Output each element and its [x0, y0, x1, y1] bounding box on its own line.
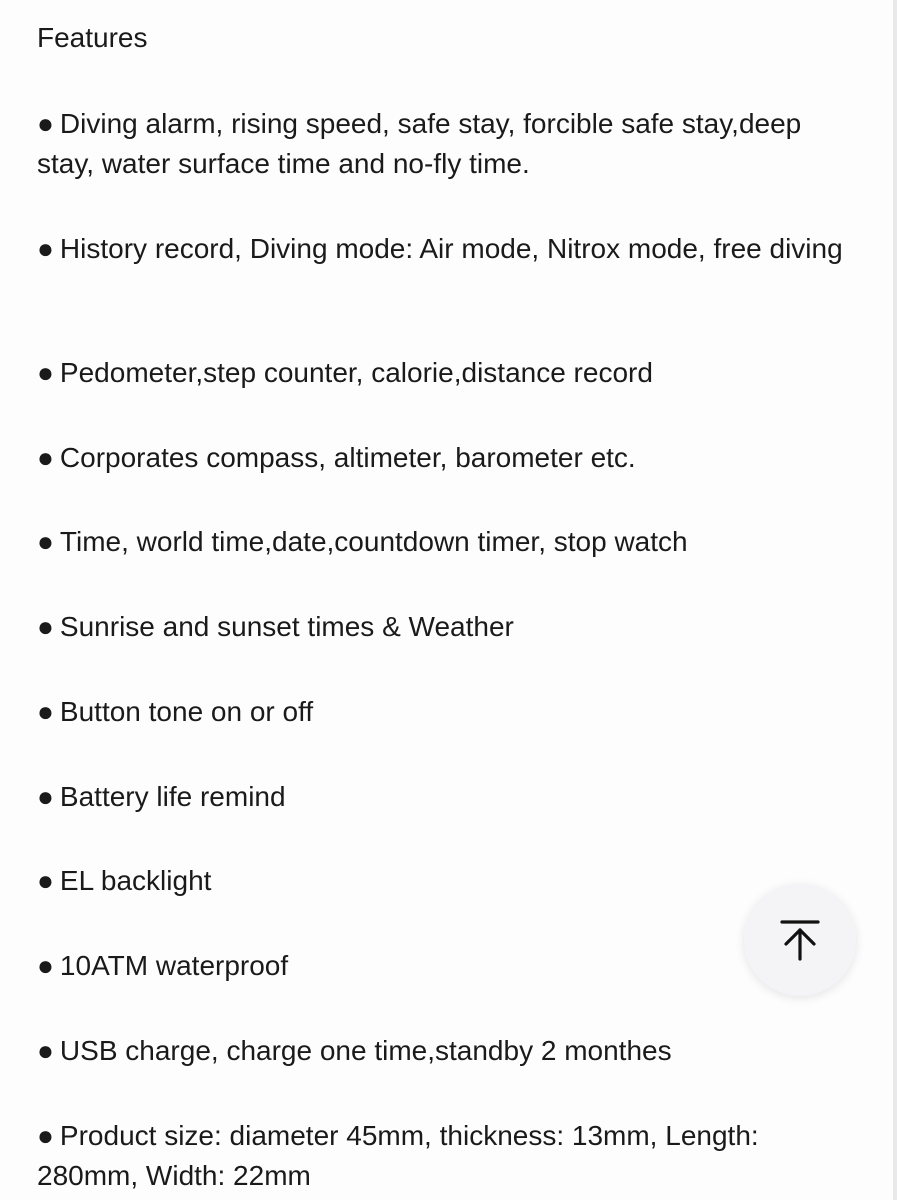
feature-item: [37, 1031, 857, 1071]
bullet-icon: ●: [37, 950, 54, 981]
bullet-icon: ●: [37, 442, 54, 473]
feature-text: Pedometer,step counter, calorie,distance record: [59, 357, 653, 388]
bullet-icon: ●: [37, 1035, 54, 1066]
feature-item: [37, 946, 857, 986]
bullet-icon: ●: [37, 865, 54, 896]
bullet-icon: ●: [37, 611, 54, 642]
back-to-top-button[interactable]: [744, 884, 856, 996]
feature-text: Time, world time,date,countdown timer, stop watch: [59, 526, 688, 557]
feature-text: Corporates compass, altimeter, barometer etc.: [59, 442, 636, 473]
bullet-icon: ●: [37, 357, 54, 388]
bullet-icon: ●: [37, 233, 54, 264]
feature-item: [37, 861, 857, 901]
section-title: Features: [37, 22, 148, 53]
feature-text: History record, Diving mode: Air mode, Nitrox mode, free diving: [59, 233, 843, 264]
bullet-icon: ●: [37, 108, 54, 139]
feature-text: 10ATM waterproof: [59, 950, 289, 981]
feature-item: [37, 229, 857, 269]
feature-text: Battery life remind: [59, 781, 286, 812]
feature-text: Sunrise and sunset times & Weather: [59, 611, 514, 642]
scroll-edge: [893, 0, 897, 1200]
feature-text: USB charge, charge one time,standby 2 monthes: [59, 1035, 672, 1066]
feature-item: [37, 522, 857, 562]
feature-text: Button tone on or off: [59, 696, 314, 727]
feature-item: [37, 692, 857, 732]
arrow-up-to-line-icon: [777, 917, 823, 963]
feature-item: [37, 438, 857, 478]
feature-text: EL backlight: [59, 865, 212, 896]
feature-item: [37, 353, 857, 393]
bullet-icon: ●: [37, 1120, 54, 1151]
bullet-icon: ●: [37, 526, 54, 557]
bullet-icon: ●: [37, 781, 54, 812]
feature-item: [37, 1116, 857, 1196]
feature-item: [37, 777, 857, 817]
bullet-icon: ●: [37, 696, 54, 727]
feature-text: Diving alarm, rising speed, safe stay, forcible safe stay,deep stay, water surface time and no-fly time.: [37, 108, 802, 179]
feature-text: Product size: diameter 45mm, thickness: 13mm, Length: 280mm, Width: 22mm: [37, 1120, 759, 1191]
feature-item: [37, 104, 857, 184]
feature-item: [37, 607, 857, 647]
features-section: [37, 18, 857, 1191]
